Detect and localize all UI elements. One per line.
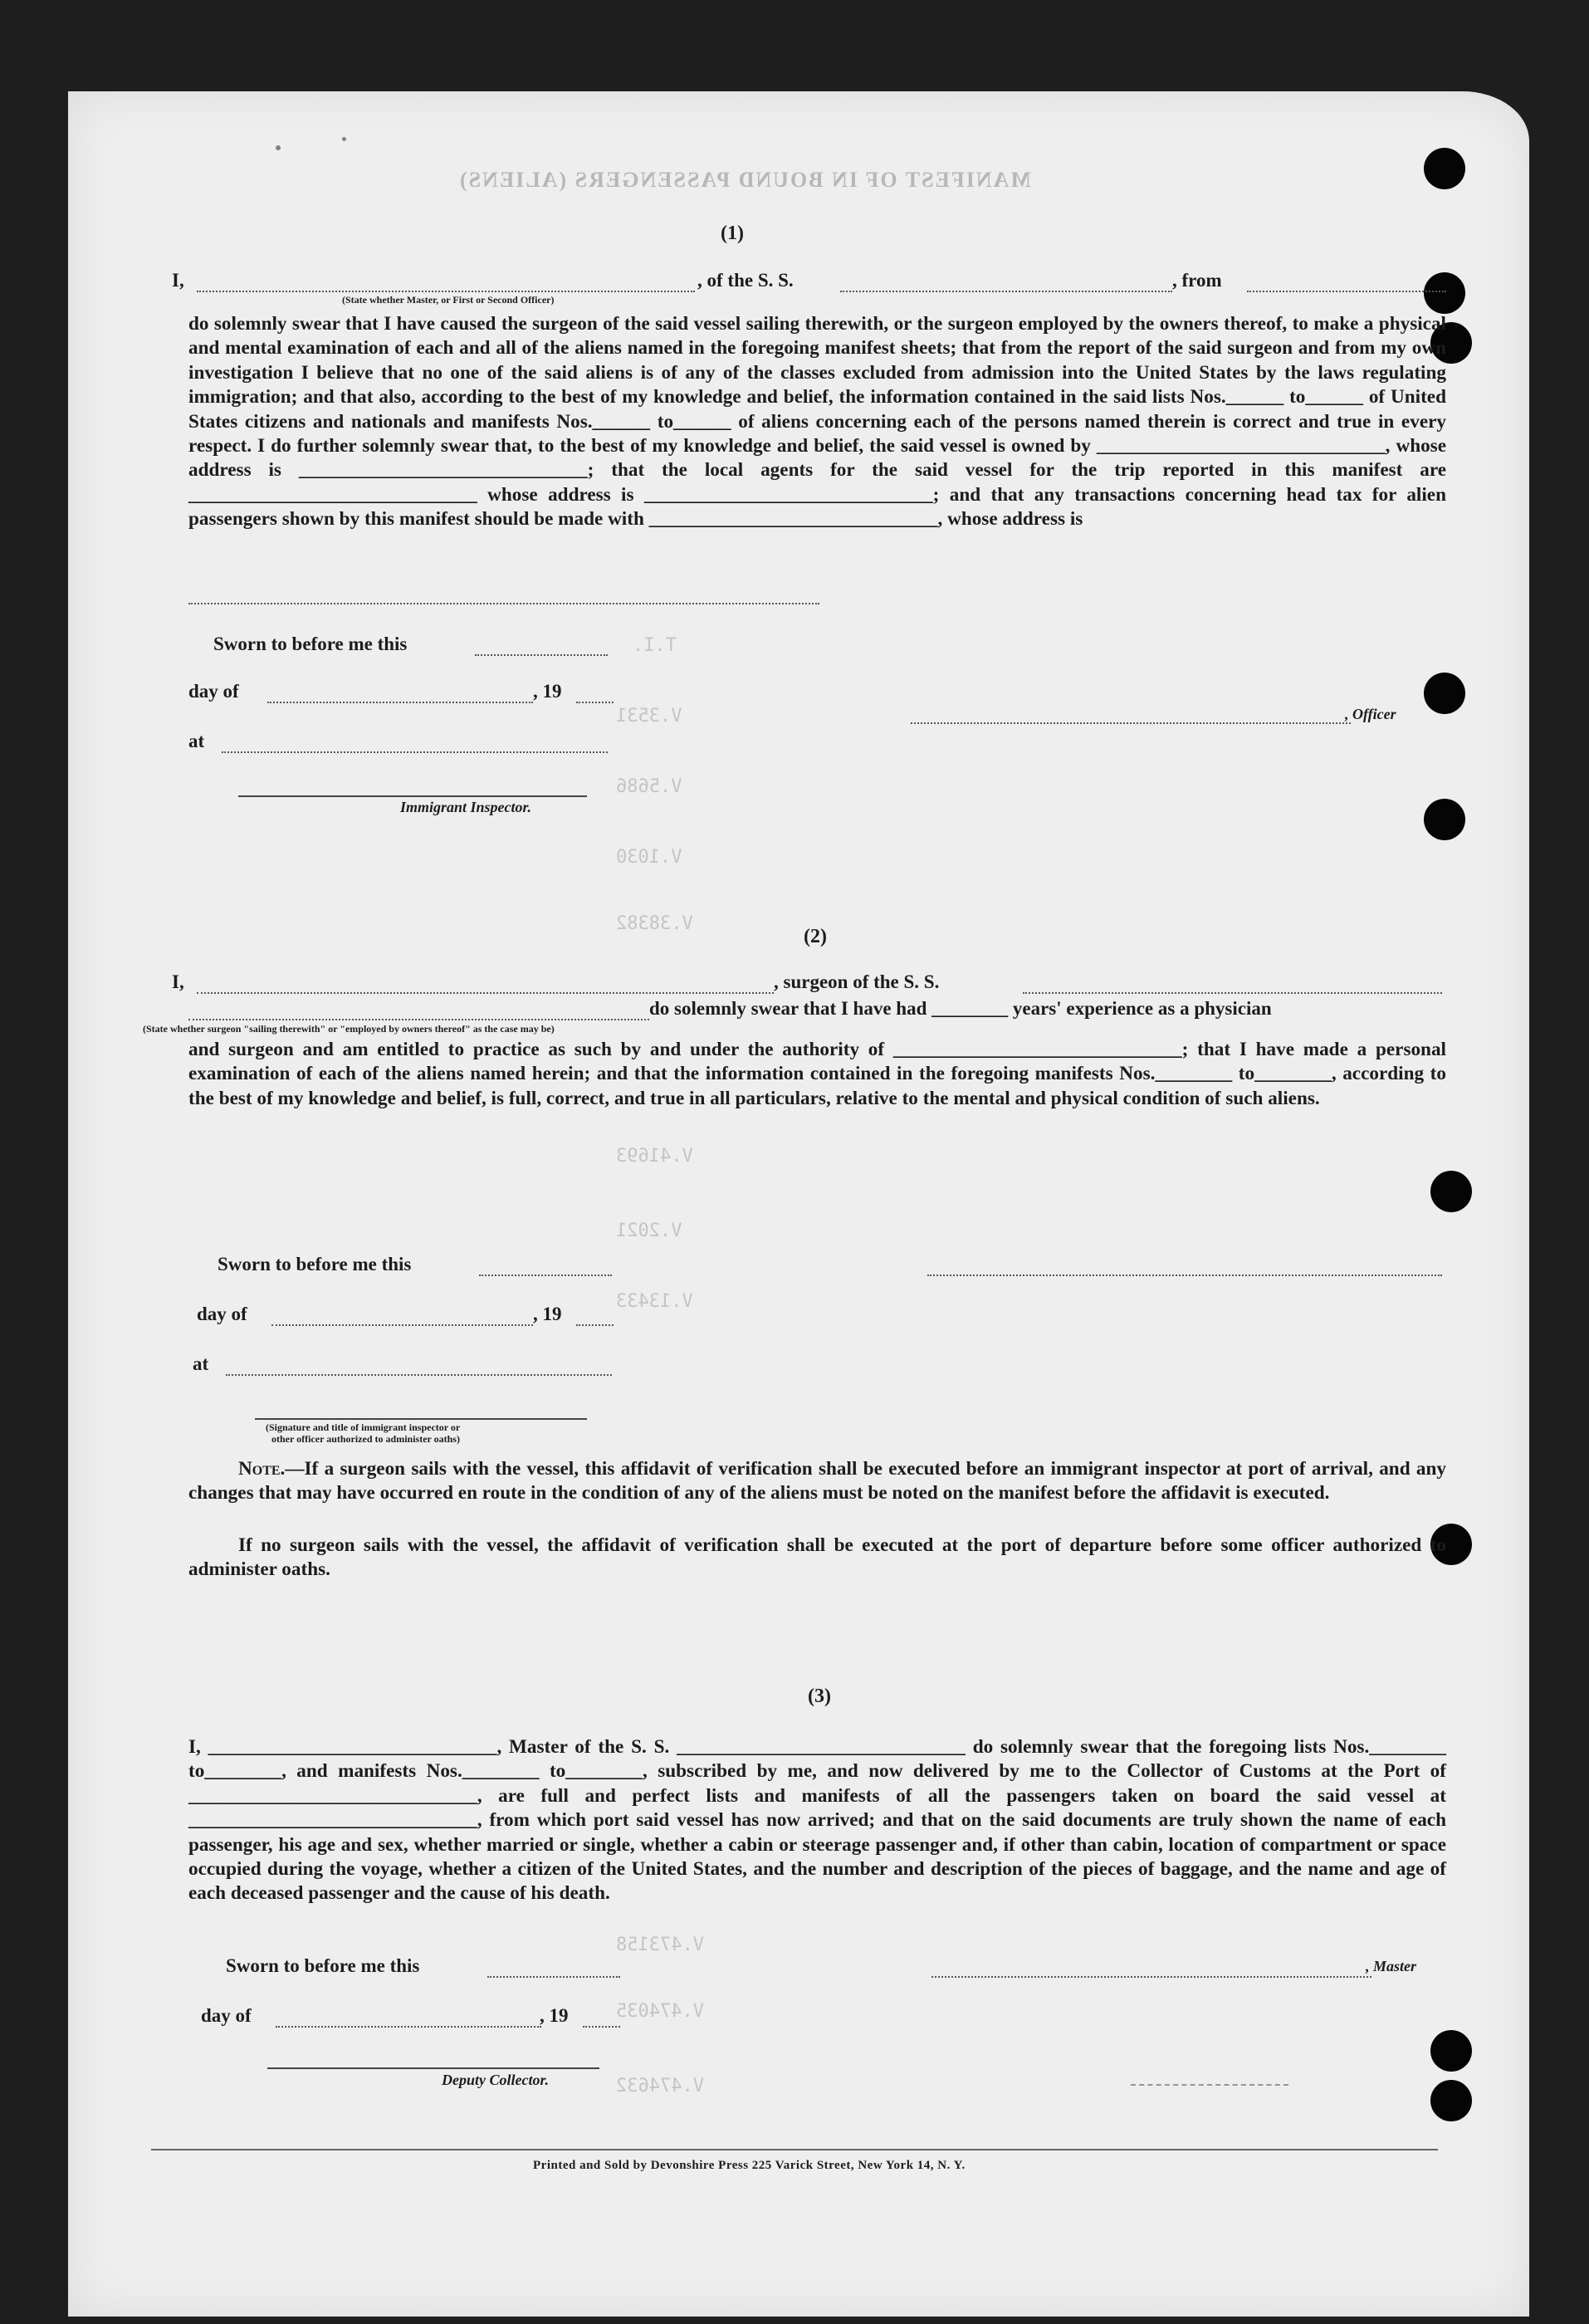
section-1-at-field[interactable] [222,751,608,753]
section-2-inspector-line[interactable] [255,1418,587,1420]
section-2-i: I, [172,971,184,992]
section-1-day-of: day of [188,681,239,702]
section-3-year: , 19 [540,2005,569,2026]
section-2-line2: do solemnly swear that I have had ________ years' experience as a physician [649,998,1272,1019]
section-3-year-field[interactable] [583,2026,620,2028]
section-3-number: (3) [808,1686,831,1707]
note-paragraph-2: If no surgeon sails with the vessel, the affidavit of verification shall be executed at the port of departure before some officer authorized to administer oaths. [188,1534,1446,1581]
bleed-through-header: MANIFEST OF IN BOUND PASSENGERS (ALIENS) [458,168,1031,192]
section-1-inspector-line[interactable] [238,795,587,797]
section-2-caption: (State whether surgeon "sailing therewith" or "employed by owners thereof" as the case may be) [143,1023,555,1035]
section-2-at-field[interactable] [226,1374,612,1376]
punch-hole [1430,2030,1472,2072]
section-2-sworn-field[interactable] [479,1275,612,1276]
section-2-year-field[interactable] [576,1324,614,1326]
section-3-day-field[interactable] [276,2026,541,2028]
bleed-through-text: V.474632 [616,2076,704,2096]
printer-imprint: Printed and Sold by Devonshire Press 225 Varick Street, New York 14, N. Y. [533,2159,966,2172]
section-3-master: , Master [1366,1958,1417,1974]
punch-hole [1424,673,1465,714]
footer-rule [151,2149,1438,2150]
bleed-through-text: T.I. [633,635,677,656]
bleed-through-dash-line [1131,2084,1288,2086]
manifest-page [68,91,1529,2317]
section-1-year-field[interactable] [576,702,614,703]
bleed-through-text: V.3531 [616,706,682,727]
note-label: Note. [238,1458,286,1480]
section-2-signature-line[interactable] [927,1275,1442,1276]
punch-hole [1430,1171,1472,1212]
section-1-vessel-field[interactable] [840,291,1172,292]
section-2-sworn: Sworn to before me this [218,1254,412,1275]
section-1-at: at [188,731,205,751]
section-3-collector-line[interactable] [267,2067,599,2069]
section-2-sig-caption-1: (Signature and title of immigrant inspector or [266,1421,461,1433]
section-1-sworn-field[interactable] [475,654,608,656]
bleed-through-text: V.5686 [616,776,682,797]
section-1-officer-signature-line[interactable] [911,722,1351,724]
section-2-number: (2) [804,926,827,947]
section-2-paragraph: and surgeon and am entitled to practice as such by and under the authority of ______________________________; that I have made a personal examination of each of the aliens named herein; and that the information contained in the foregoing manifests Nos.________ to________, according to the best of my knowledge and belief, is full, correct, and true in all particulars, relative to the mental and physical condition of such aliens. [188,1039,1446,1109]
section-2-day-of: day of [197,1304,247,1324]
section-1-paragraph: do solemnly swear that I have caused the surgeon of the said vessel sailing therewith, or the surgeon employed by the owners thereof, to make a physical and mental examination of each and all of the aliens named in the foregoing manifest sheets; that from the report of the said surgeon and from my own investigation I believe that no one of the said aliens is of any of the classes excluded from admission into the United States by the laws regulating immigration; and that also, according to the best of my knowledge and belief, the information contained in the said lists Nos.______ to______ of United States citizens and nationals and manifests Nos.______ to______ of aliens concerning each of the persons named therein is correct and true in every respect. I do further solemnly swear that, to the best of my knowledge and belief, the said vessel is owned by ______________________________, whose address is ______________________________; that the local agents for the said vessel for the trip reported in this manifest are ______________________________ whose address is ______________________________; and that any transactions concerning head tax for alien passengers shown by this manifest should be made with ______________________________, whose address is [188,313,1446,531]
section-2-status-field[interactable] [188,1019,649,1020]
handwritten-mark [342,137,346,141]
section-1-caption: (State whether Master, or First or Second Officer) [342,294,555,306]
section-1-i: I, [172,270,184,291]
section-1-from: , from [1172,270,1222,291]
section-2-surgeon-of: , surgeon of the S. S. [774,971,940,992]
bleed-through-text: V.41693 [616,1146,693,1167]
section-1-continuation-line[interactable] [188,603,819,604]
punch-hole [1424,148,1465,189]
punch-hole [1424,799,1465,840]
section-2-year: , 19 [533,1304,562,1324]
section-2-at: at [193,1353,209,1374]
section-2-vessel-field[interactable] [1023,992,1442,994]
bleed-through-text: V.473158 [616,1935,704,1955]
section-3-day-of: day of [201,2005,252,2026]
punch-hole [1430,2080,1472,2121]
note-paragraph-1 [188,1457,1446,1506]
section-1-sworn: Sworn to before me this [213,634,408,654]
section-3-collector: Deputy Collector. [442,2072,549,2088]
section-1-year: , 19 [533,681,562,702]
bleed-through-text: V.38382 [616,913,693,934]
section-1-from-field[interactable] [1247,291,1446,292]
section-1-number: (1) [721,223,744,244]
bleed-through-text: V.13433 [616,1291,693,1312]
punch-hole [1424,272,1465,314]
section-1-officer: , Officer [1345,706,1396,722]
section-2-day-field[interactable] [271,1324,533,1326]
section-3-paragraph: I, ______________________________, Master of the S. S. ______________________________ do solemnly swear that the foregoing lists Nos.________ to________, and manifests Nos.________ to________, subscribed by me, and now delivered by me to the Collector of Customs at the Port of ______________________________, are full and perfect lists and manifests of all the passengers taken on board the said vessel at ______________________________, from which port said vessel has now arrived; and that on the said documents are truly shown the name of each passenger, his age and sex, whether married or single, whether a cabin or steerage passenger and, if other than cabin, location of compartment or space occupied during the voyage, whether a citizen of the United States, and the number and description of the pieces of baggage, and the name and age of each deceased passenger and the cause of his death. [188,1736,1446,1905]
section-1-officer-field[interactable] [197,291,695,292]
section-1-day-field[interactable] [267,702,533,703]
handwritten-mark [276,145,281,150]
bleed-through-text: V.1030 [616,847,682,868]
section-1-inspector: Immigrant Inspector. [400,799,532,815]
section-3-sworn: Sworn to before me this [226,1955,420,1976]
section-1-of-ss: , of the S. S. [697,270,794,291]
bleed-through-text: V.2021 [616,1221,682,1241]
note-text-1: —If a surgeon sails with the vessel, this affidavit of verification shall be executed before an immigrant inspector at port of arrival, and any changes that may have occurred en route in the condition of any of the aliens must be noted on the manifest before the affidavit is executed. [188,1458,1446,1504]
section-3-sworn-field[interactable] [487,1976,620,1978]
section-3-master-signature-line[interactable] [931,1976,1371,1978]
section-2-surgeon-name-field[interactable] [197,992,774,994]
bleed-through-text: V.474035 [616,2001,704,2022]
section-2-sig-caption-2: other officer authorized to administer oaths) [271,1433,460,1445]
